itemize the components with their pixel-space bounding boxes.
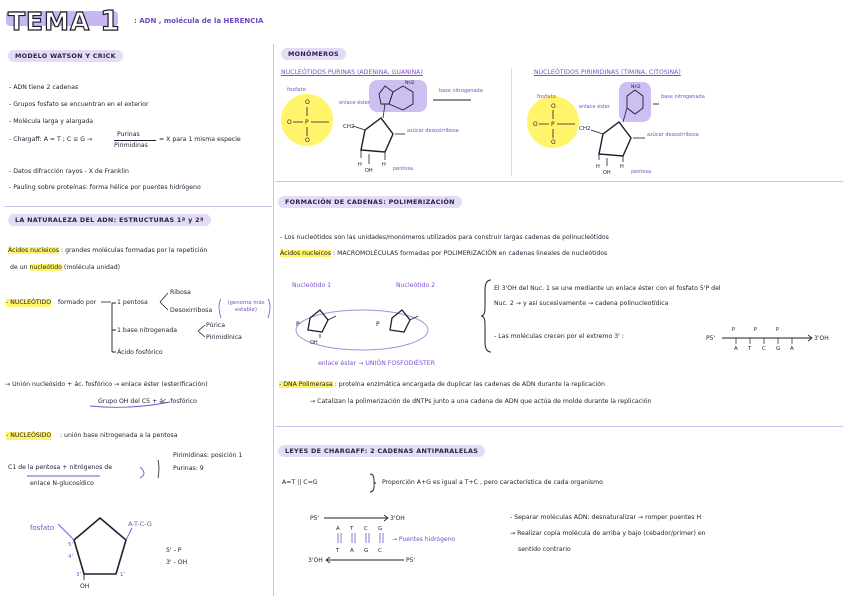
right-divider-1 bbox=[275, 181, 843, 182]
c3-label: 3' bbox=[76, 572, 82, 578]
fosfato-label: fosfato bbox=[30, 524, 55, 532]
atom-o: O bbox=[533, 121, 538, 128]
atom-p: P bbox=[732, 327, 736, 333]
enlace-n: enlace N-glucosídico bbox=[30, 480, 94, 487]
c1-label: 1' bbox=[120, 572, 126, 578]
pentosa-label: pentosa bbox=[393, 166, 414, 172]
acidos-text2-pre: de un bbox=[10, 264, 28, 271]
ribosa-item: Ribosa bbox=[170, 289, 191, 296]
title-word: TEMA bbox=[8, 7, 91, 36]
nucleotido-2-label: Nucleótido 2 bbox=[396, 282, 436, 289]
antiparallel-diagram bbox=[308, 500, 478, 574]
legend-5p: 5' - P bbox=[166, 547, 182, 554]
top-left-label: P5' bbox=[310, 515, 320, 522]
top-base: C bbox=[364, 526, 368, 532]
purine-nucleotide-diagram bbox=[281, 78, 511, 178]
right-divider-2 bbox=[275, 426, 843, 427]
legend-3oh: 3' - OH bbox=[166, 559, 188, 566]
pentosa-label: pentosa bbox=[631, 169, 652, 175]
acidos-label: Ácidos nucleicos bbox=[8, 247, 60, 254]
atom-ch2: CH2 bbox=[343, 124, 355, 130]
base-highlight bbox=[369, 80, 427, 112]
pentose-ring bbox=[74, 518, 126, 574]
pentosa-item: 1 pentosa bbox=[117, 299, 148, 306]
strand-base: T bbox=[748, 346, 752, 352]
purica-item: Púrica bbox=[206, 322, 226, 329]
top-base: T bbox=[350, 526, 354, 532]
desoxirribosa-item: Desoxirribosa bbox=[170, 307, 213, 314]
strand-bases bbox=[734, 346, 794, 352]
chargaff-sep1: - Separar moléculas ADN: desnaturalizar → romper puentes H bbox=[510, 514, 702, 521]
strand-base: G bbox=[776, 346, 781, 352]
formacion-right1: El 3'OH del Nuc. 1 se une mediante un enlace éster con el fosfato 5'P del bbox=[494, 285, 721, 292]
pentose-diagram bbox=[30, 510, 220, 590]
atom-h: H bbox=[620, 164, 624, 170]
polimerasa-text: : proteína enzimática encargada de duplicar las cadenas de ADN durante la replicación bbox=[334, 381, 605, 388]
strand-diagram bbox=[704, 318, 844, 358]
atom-o: O bbox=[305, 137, 310, 144]
formacion-line2: : MACROMOLÉCULAS formadas por POLIMERIZACIÓN en cadenas lineales de nucleótidos bbox=[333, 250, 608, 257]
union-line2: Grupo OH del C5 + ác. fosfórico bbox=[98, 398, 197, 405]
title-number: 1 bbox=[100, 4, 121, 37]
purinas-title: NUCLEÓTIDOS PURINAS (ADENINA, GUANINA) bbox=[281, 69, 423, 76]
fraction-bottom: Pirimidinas bbox=[114, 142, 148, 149]
oh-label: OH bbox=[80, 583, 90, 590]
naturaleza-header: LA NATURALEZA DEL ADN: ESTRUCTURAS 1ª y 2ª bbox=[8, 214, 211, 226]
top-base: A bbox=[336, 526, 340, 532]
chargaff-sep3: sentido contrario bbox=[518, 546, 571, 553]
bases-label: A-T-C-G bbox=[128, 520, 152, 528]
puentes-label: → Puentes hidrógeno bbox=[392, 536, 456, 543]
pirimidinica-item: Pirimidínica bbox=[206, 334, 242, 341]
purinas-pos: Purinas: 9 bbox=[173, 465, 204, 472]
atom-oh: OH bbox=[603, 170, 611, 176]
monomeros-header: MONÓMEROS bbox=[281, 48, 346, 60]
enlace-ester-label: enlace éster bbox=[339, 100, 370, 106]
formacion-acidos-label: Ácidos nucleicos bbox=[280, 250, 332, 257]
atom-h: H bbox=[596, 164, 600, 170]
atom-o: O bbox=[287, 119, 292, 126]
bottom-base: A bbox=[350, 548, 354, 554]
bottom-bases bbox=[335, 548, 382, 554]
nucleotido-1-label: Nucleótido 1 bbox=[292, 282, 332, 289]
fosforico-item: Ácido fosfórico bbox=[117, 349, 163, 356]
brace bbox=[480, 278, 494, 354]
chargaff-rule: A=T || C=G bbox=[282, 479, 318, 486]
union-line: → Unión nucleósido + ác. fosfórico → enlace éster (esterificación) bbox=[5, 381, 208, 388]
bottom-base: C bbox=[378, 548, 382, 554]
atom-p: P bbox=[376, 321, 380, 328]
chargaff-header: LEYES DE CHARGAFF: 2 CADENAS ANTIPARALELAS bbox=[278, 445, 485, 457]
watson-line: - Molécula larga y alargada bbox=[9, 118, 94, 125]
atom-o: O bbox=[305, 99, 310, 106]
formacion-header: FORMACIÓN DE CADENAS: POLIMERIZACIÓN bbox=[278, 196, 462, 208]
chargaff-suffix: = X para 1 misma especie bbox=[159, 136, 241, 143]
strand-base: A bbox=[734, 346, 738, 352]
strand-base: A bbox=[790, 346, 794, 352]
chargaff-sep2: → Realizar copia molécula de arriba y bajo (cebador/primer) en bbox=[510, 530, 706, 537]
fraction-top: Purinas bbox=[117, 131, 140, 138]
formacion-line1: - Los nucleótidos son las unidades/monómeros utilizados para construir largas cadenas de polinucleótidos bbox=[280, 234, 609, 241]
watson-line: - Grupos fosfato se encuentran en el exterior bbox=[9, 101, 149, 108]
watson-line: - Datos difracción rayos - X de Franklin bbox=[9, 168, 129, 175]
atom-ch2: CH2 bbox=[579, 126, 591, 132]
c1-text: C1 de la pentosa + nitrógenos de bbox=[8, 464, 113, 471]
atom-p: P bbox=[296, 321, 300, 328]
polimerasa-label: - DNA Polimerasa bbox=[279, 381, 333, 388]
enlace-ester-label: enlace éster bbox=[579, 104, 610, 110]
chargaff-proporcion: Proporción A+G es igual a T+C , pero característica de cada organismo bbox=[382, 479, 603, 486]
c4-label: 4' bbox=[68, 554, 74, 560]
strand-base: C bbox=[762, 346, 766, 352]
nucleosido-label: - NUCLEÓSIDO bbox=[6, 432, 52, 439]
cataliza-line: → Catalizan la polimerización de dNTPs junto a una cadena de ADN que actúa de molde durante la replicación bbox=[310, 398, 652, 405]
formacion-right3: - Las moléculas crecen por el extremo 3' : bbox=[494, 333, 624, 340]
formado-por: formado por bbox=[58, 299, 97, 306]
strand-left: P5' bbox=[706, 335, 716, 342]
formacion-line2-wrap bbox=[280, 250, 607, 258]
genoma-note: (genoma más estable) bbox=[227, 300, 265, 313]
base-label: base nitrogenada bbox=[661, 94, 705, 100]
c5-label: 5' bbox=[68, 542, 74, 548]
atom-p: P bbox=[754, 327, 758, 333]
bottom-right-label: P5' bbox=[406, 557, 416, 564]
atom-p: P bbox=[305, 119, 309, 126]
rule-brace bbox=[368, 472, 378, 494]
acidos-text2-post: (molécula unidad) bbox=[63, 264, 121, 271]
bottom-left-label: 3'OH bbox=[308, 557, 323, 564]
top-base: G bbox=[378, 526, 383, 532]
sugar-ring bbox=[361, 118, 393, 152]
pirimidinas-pos: Pirimidinas: posición 1 bbox=[173, 452, 243, 459]
azucar-label: azúcar desoxirribosa bbox=[647, 132, 699, 138]
atom-oh: OH bbox=[365, 168, 373, 174]
nucleotido-label: - NUCLEÓTIDO bbox=[6, 299, 52, 306]
acidos-text2-hl: nucleótido bbox=[29, 264, 62, 271]
nucleosido-text: : unión base nitrogenada a la pentosa bbox=[60, 432, 178, 439]
watson-line: - Pauling sobre proteínas: forma hélice por puentes hidrógeno bbox=[9, 184, 201, 191]
atom-nh2: NH2 bbox=[631, 85, 641, 90]
top-bases bbox=[336, 526, 382, 532]
strand-right: 3'OH bbox=[814, 335, 829, 342]
watson-header: MODELO WATSON Y CRICK bbox=[8, 50, 123, 62]
atom-h: H bbox=[358, 162, 362, 168]
atom-nh2: NH2 bbox=[405, 81, 415, 86]
chargaff-prefix: - Chargaff: A = T ; C ≡ G → bbox=[9, 136, 93, 143]
acidos-text1: : grandes moléculas formadas por la repetición bbox=[61, 247, 208, 254]
base-item: 1 base nitrogenada bbox=[117, 327, 178, 334]
atom-p: P bbox=[776, 327, 780, 333]
pirimidinas-title: NUCLEÓTIDOS PIRIMIDINAS (TIMINA, CITOSINA) bbox=[534, 69, 681, 76]
fosfato-label: fosfato bbox=[287, 87, 306, 93]
formacion-right2: Nuc. 2 → y así sucesivamente → cadena polinucleotídica bbox=[494, 300, 669, 307]
fosfato-label: fosfato bbox=[537, 94, 556, 100]
atom-p: P bbox=[551, 121, 555, 128]
base-label: base nitrogenada bbox=[439, 88, 483, 94]
atom-o: O bbox=[551, 139, 556, 146]
sugar-ring bbox=[599, 122, 631, 156]
monomer-divider bbox=[511, 68, 512, 176]
pyrimidine-nucleotide-diagram bbox=[527, 78, 727, 178]
page-subtitle: : ADN , molécula de la HERENCIA bbox=[134, 17, 264, 25]
top-right-label: 3'OH bbox=[390, 515, 405, 522]
bottom-base: T bbox=[336, 548, 340, 554]
union-fosfodiester: enlace éster → UNIÓN FOSFODIÉSTER bbox=[318, 360, 435, 367]
polimerasa-line bbox=[279, 381, 605, 389]
azucar-label: azúcar desoxirribosa bbox=[407, 128, 459, 134]
bottom-base: G bbox=[364, 548, 369, 554]
atom-h: H bbox=[382, 162, 386, 168]
atom-o: O bbox=[551, 103, 556, 110]
column-divider bbox=[273, 44, 274, 596]
oh-label: OH bbox=[310, 340, 318, 346]
watson-line: - ADN tiene 2 cadenas bbox=[9, 84, 79, 91]
